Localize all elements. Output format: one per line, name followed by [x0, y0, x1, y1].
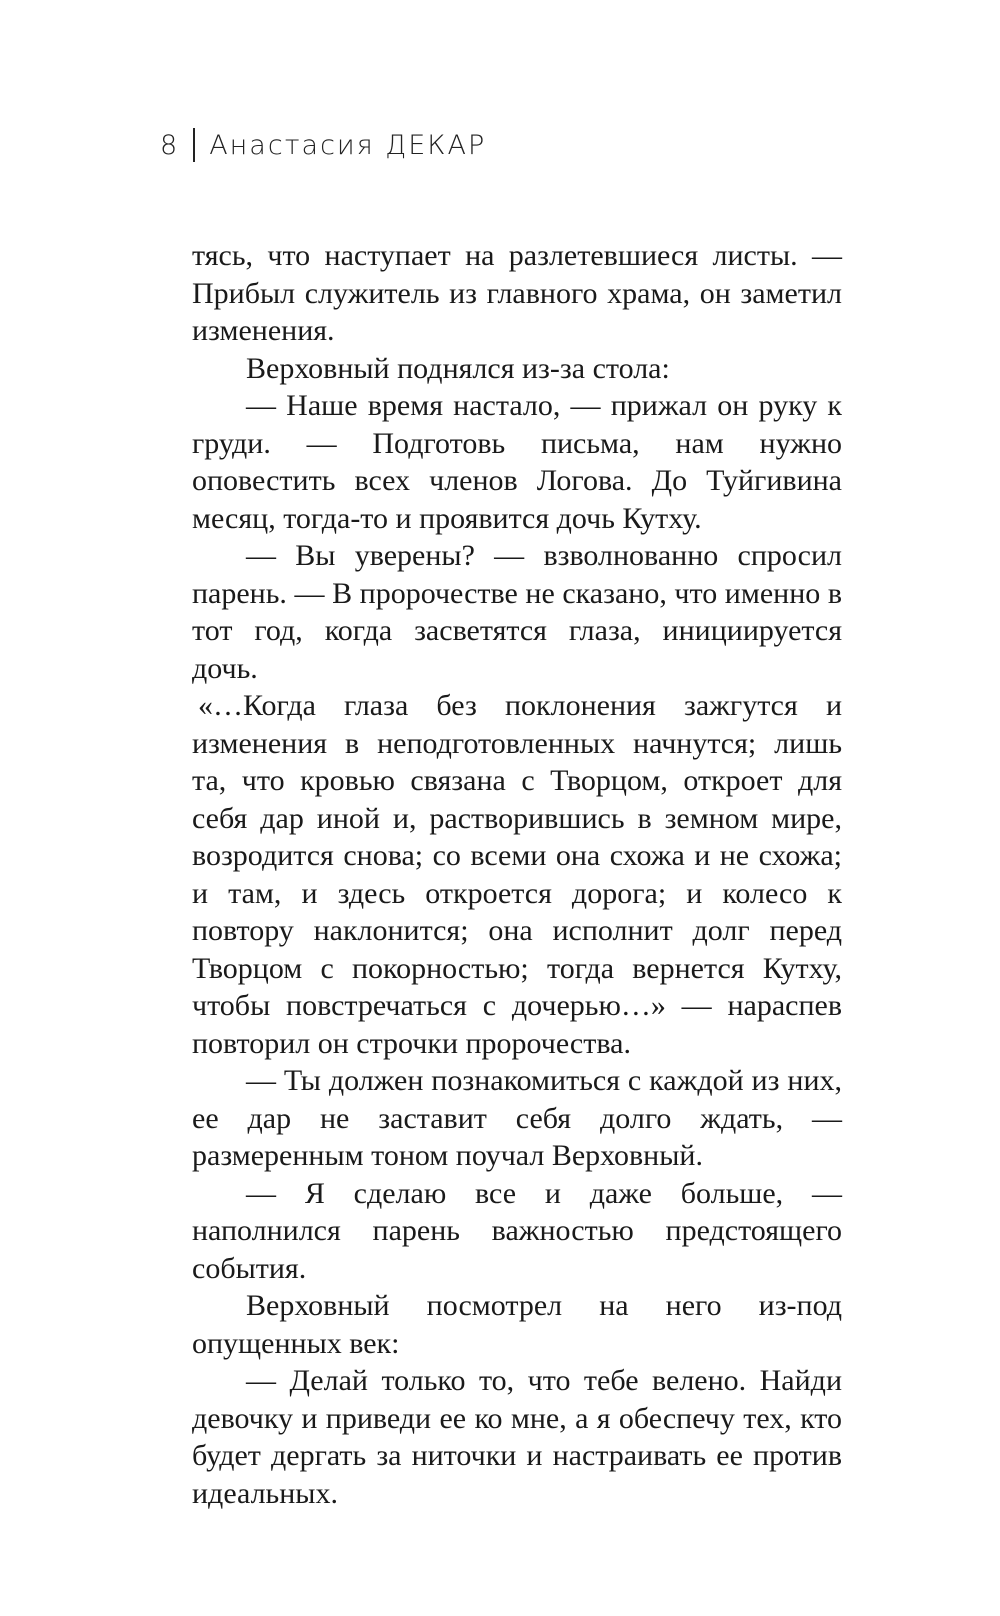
paragraph: Верховный поднялся из-за стола: — [246, 351, 670, 385]
paragraph-quote: «…Когда глаза без поклонения зажгутся и изменения в неподготовленных начнутся; лишь та, что кровью связана с Творцом, откроет для себя дар иной и, растворившись в земном мире, возродится снова; со всеми она схожа и не схожа; и там, и здесь откроется дорога; и колесо к повтору наклонится; она исполнит долг перед Творцом с покорностью; тогда вернется Кутху, чтобы повстречаться с дочерью…» — нараспев повторил он строчки пророчества. — [192, 689, 842, 1060]
paragraph: — Ты должен познакомиться с каждой из них, ее дар не заставит себя долго ждать, — размеренным тоном поучал Верховный. — [192, 1064, 842, 1172]
paragraph: тясь, что наступает на разлетевшиеся листы. — Прибыл служитель из главного храма, он заметил изменения. — [192, 239, 842, 347]
header-separator — [193, 128, 195, 162]
paragraph: — Наше время настало, — прижал он руку к груди. — Подготовь письма, нам нужно оповестить всех членов Логова. До Туйгивина месяц, тогда-то и проявится дочь Кутху. — [192, 389, 842, 535]
paragraph: — Делай только то, что тебе велено. Найди девочку и приведи ее ко мне, а я обеспечу тех, кто будет дергать за ниточки и настраивать ее против идеальных. — [192, 1364, 842, 1510]
running-header — [160, 128, 486, 162]
paragraph: Верховный посмотрел на него из-под опущенных век: — [192, 1289, 842, 1360]
paragraph: — Вы уверены? — взволнованно спросил парень. — В пророчестве не сказано, что именно в тот год, когда засветятся глаза, инициируется дочь. — [192, 539, 842, 685]
page-number: 8 — [160, 129, 180, 161]
body-text — [192, 237, 842, 1512]
author-name: Анастасия ДЕКАР — [209, 129, 487, 161]
paragraph: — Я сделаю все и даже больше, — наполнился парень важностью предстоящего события. — [192, 1176, 842, 1285]
